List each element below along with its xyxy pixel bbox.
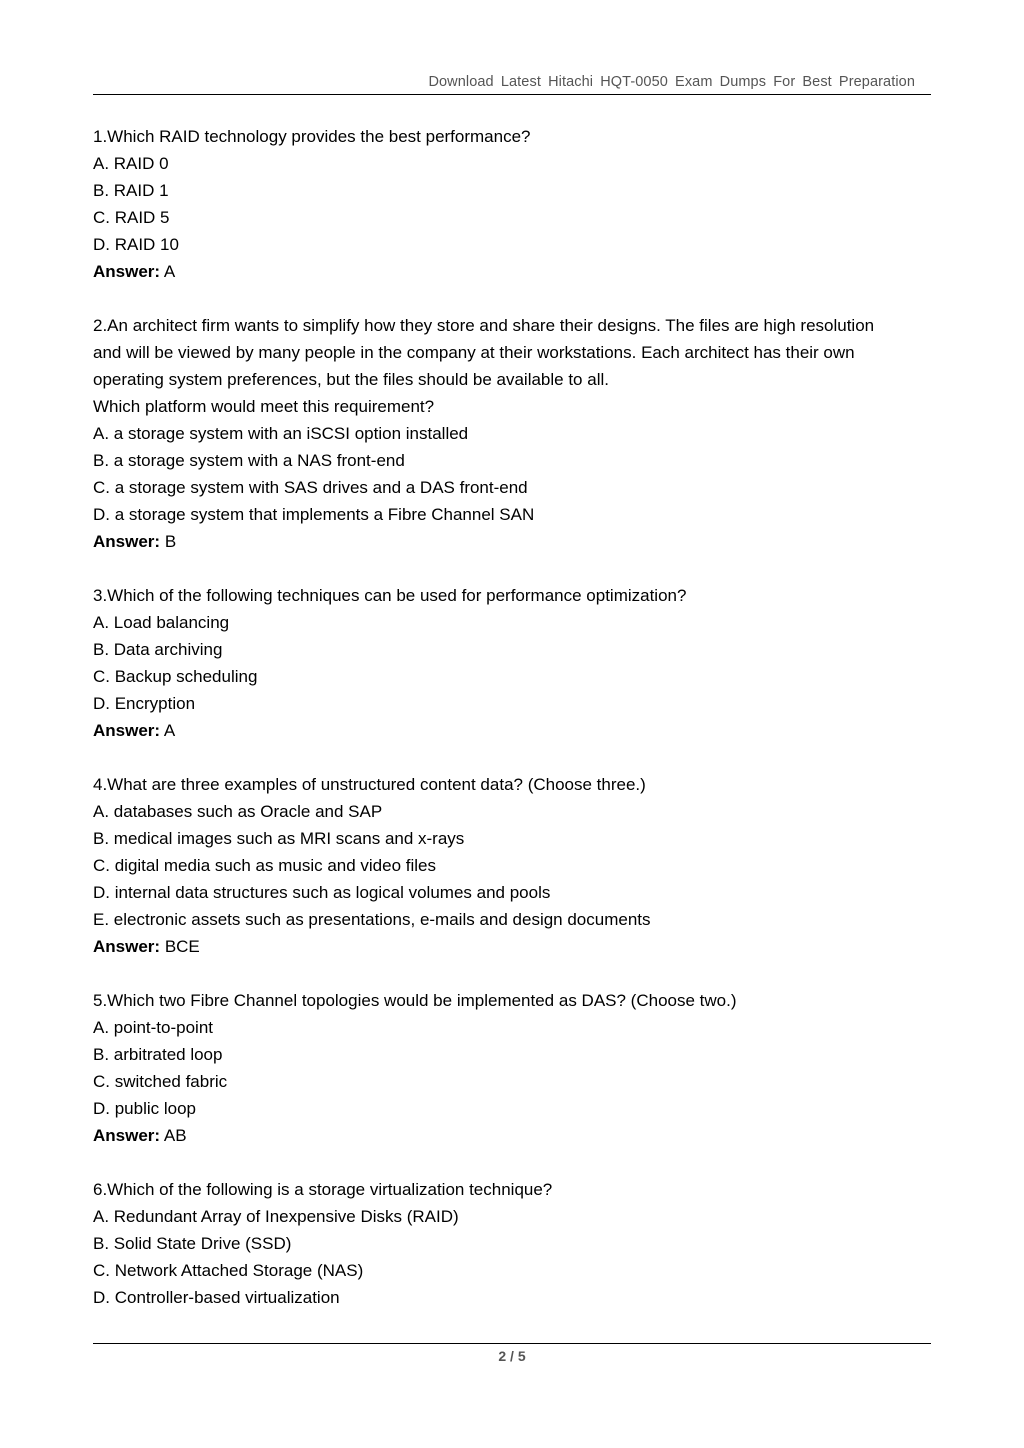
option-a: A. point-to-point	[93, 1018, 214, 1037]
option-c: C. a storage system with SAS drives and a DAS front-end	[93, 478, 528, 497]
question-stem: Which platform would meet this requirement?	[93, 397, 435, 416]
question-stem: 3.Which of the following techniques can be used for performance optimization?	[93, 586, 687, 605]
answer-line	[93, 717, 933, 744]
answer-line	[93, 933, 933, 960]
question-4	[93, 771, 933, 960]
answer-value: A	[163, 721, 176, 740]
answer-value: A	[163, 262, 176, 281]
option-c: C. Network Attached Storage (NAS)	[93, 1261, 364, 1280]
question-stem: 6.Which of the following is a storage virtualization technique?	[93, 1180, 553, 1199]
option-b: B. arbitrated loop	[93, 1045, 223, 1064]
option-e: E. electronic assets such as presentations, e-mails and design documents	[93, 910, 651, 929]
option-a: A. databases such as Oracle and SAP	[93, 802, 383, 821]
option-a: A. RAID 0	[93, 154, 169, 173]
option-c: C. digital media such as music and video files	[93, 856, 436, 875]
answer-line	[93, 1122, 933, 1149]
question-stem: 4.What are three examples of unstructured content data? (Choose three.)	[93, 775, 646, 794]
question-list	[93, 123, 933, 1338]
option-c: C. RAID 5	[93, 208, 170, 227]
option-d: D. internal data structures such as logical volumes and pools	[93, 883, 551, 902]
question-stem: and will be viewed by many people in the company at their workstations. Each architect has their own	[93, 343, 855, 362]
answer-line	[93, 528, 933, 555]
question-1	[93, 123, 933, 285]
answer-label: Answer:	[93, 262, 161, 281]
question-stem: operating system preferences, but the files should be available to all.	[93, 370, 609, 389]
option-d: D. RAID 10	[93, 235, 179, 254]
option-b: B. a storage system with a NAS front-end	[93, 451, 405, 470]
answer-value: AB	[163, 1126, 187, 1145]
header-text: Download Latest Hitachi HQT-0050 Exam Dumps For Best Preparation	[428, 74, 915, 90]
option-c: C. Backup scheduling	[93, 667, 258, 686]
option-a: A. a storage system with an iSCSI option installed	[93, 424, 469, 443]
option-d: D. public loop	[93, 1099, 197, 1118]
question-2	[93, 312, 933, 555]
option-d: D. Controller-based virtualization	[93, 1288, 340, 1307]
answer-label: Answer:	[93, 532, 161, 551]
option-b: B. RAID 1	[93, 181, 169, 200]
option-b: B. Solid State Drive (SSD)	[93, 1234, 292, 1253]
answer-label: Answer:	[93, 937, 161, 956]
page-footer	[93, 1343, 931, 1364]
answer-value: BCE	[164, 937, 200, 956]
question-3	[93, 582, 933, 744]
answer-line	[93, 258, 933, 285]
option-b: B. medical images such as MRI scans and x-rays	[93, 829, 465, 848]
answer-value: B	[164, 532, 177, 551]
option-b: B. Data archiving	[93, 640, 223, 659]
option-d: D. Encryption	[93, 694, 196, 713]
page-header	[93, 70, 931, 95]
option-c: C. switched fabric	[93, 1072, 228, 1091]
option-a: A. Redundant Array of Inexpensive Disks (RAID)	[93, 1207, 459, 1226]
question-6	[93, 1176, 933, 1311]
page-number: 2 / 5	[498, 1348, 526, 1364]
question-stem: 5.Which two Fibre Channel topologies would be implemented as DAS? (Choose two.)	[93, 991, 737, 1010]
question-5	[93, 987, 933, 1149]
question-stem: 2.An architect firm wants to simplify how they store and share their designs. The files are high resolution	[93, 316, 875, 335]
answer-label: Answer:	[93, 1126, 161, 1145]
answer-label: Answer:	[93, 721, 161, 740]
option-d: D. a storage system that implements a Fibre Channel SAN	[93, 505, 535, 524]
question-stem: 1.Which RAID technology provides the best performance?	[93, 127, 531, 146]
option-a: A. Load balancing	[93, 613, 230, 632]
